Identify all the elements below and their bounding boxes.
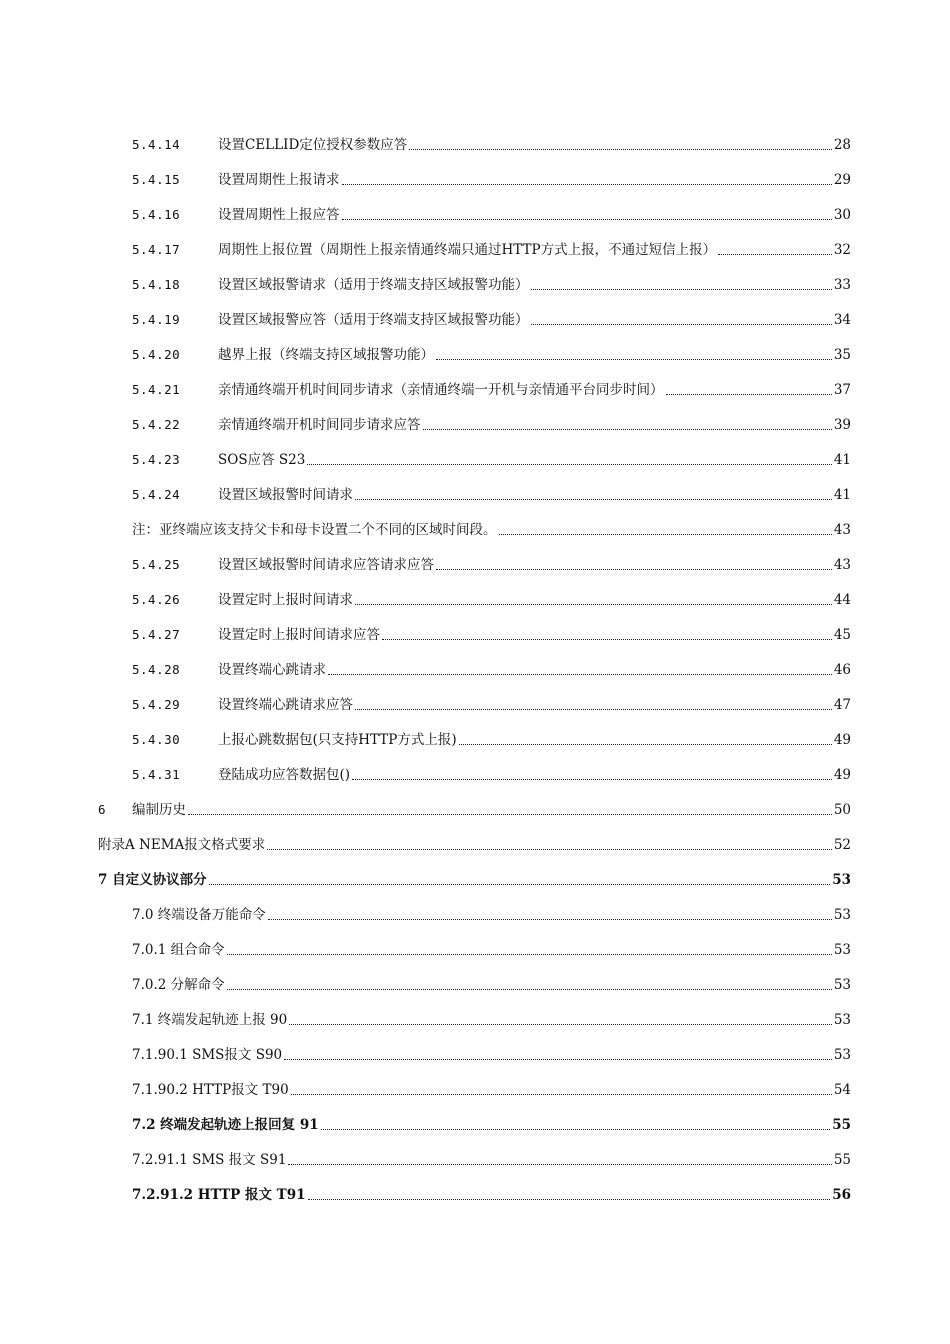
toc-number: 5.4.25 [132,557,181,572]
toc-entry-7-2-91-1[interactable] [132,1135,851,1169]
dot-leader [308,1198,831,1200]
toc-number: 5.4.29 [132,697,181,712]
toc-page-number: 53 [833,942,851,958]
toc-title: 设置周期性上报请求 [218,172,340,188]
toc-title: 设置区域报警时间请求 [218,487,353,503]
dot-leader [436,358,832,360]
toc-title: 越界上报（终端支持区域报警功能） [218,347,434,363]
dot-leader [531,288,832,290]
dot-leader [209,883,831,885]
dot-leader [227,953,832,955]
toc-entry-5-4-20[interactable] [132,330,851,364]
toc-title: 编制历史 [132,802,186,818]
dot-leader [355,498,832,500]
toc-title: 7.0.1 组合命令 [132,942,225,958]
toc-number: 5.4.21 [132,382,181,397]
toc-page-number: 43 [833,557,851,573]
toc-title: 周期性上报位置（周期性上报亲情通终端只通过HTTP方式上报，不通过短信上报） [218,242,717,258]
toc-number: 5.4.23 [132,452,181,467]
dot-leader [307,463,832,465]
toc-page-number: 54 [833,1082,851,1098]
toc-title: 7.1.90.1 SMS报文 S90 [132,1047,283,1063]
toc-page-number: 30 [833,207,851,223]
toc-title: 7.1 终端发起轨迹上报 90 [132,1012,288,1028]
toc-page-number: 55 [833,1152,851,1168]
toc-page-number: 50 [833,802,851,818]
dot-leader [267,848,832,850]
dot-leader [268,918,832,920]
toc-title: 设置区域报警应答（适用于终端支持区域报警功能） [218,312,529,328]
toc-page-number: 53 [833,1012,851,1028]
dot-leader [352,778,832,780]
dot-leader [342,218,832,220]
toc-title: 7.0 终端设备万能命令 [132,907,266,923]
toc-entry-5-4-28[interactable] [132,645,851,679]
dot-leader [288,1163,831,1165]
toc-title: 设置区域报警时间请求应答请求应答 [218,557,434,573]
dot-leader [355,603,832,605]
toc-number: 5.4.24 [132,487,181,502]
toc-number: 5.4.16 [132,207,181,222]
toc-title: 7.1.90.2 HTTP报文 T90 [132,1082,289,1098]
toc-page-number: 41 [833,452,851,468]
toc-entry-7[interactable] [98,855,851,889]
toc-entry-7-0-1[interactable] [132,925,851,959]
toc-number: 5.4.28 [132,662,181,677]
toc-number: 5.4.17 [132,242,181,257]
toc-number: 5.4.20 [132,347,181,362]
dot-leader [188,813,832,815]
toc-title: 设置定时上报时间请求 [218,592,353,608]
toc-title: 附录A NEMA报文格式要求 [98,837,266,853]
toc-page-number: 47 [833,697,851,713]
dot-leader [409,148,832,150]
toc-title: 设置CELLID定位授权参数应答 [218,137,408,153]
dot-leader [436,568,832,570]
dot-leader [227,988,832,990]
toc-entry-5-4-27[interactable] [132,610,851,644]
toc-page-number: 32 [833,242,851,258]
toc-number: 5.4.30 [132,732,181,747]
toc-title: 7.0.2 分解命令 [132,977,225,993]
toc-title: 上报心跳数据包(只支持HTTP方式上报) [218,732,457,748]
toc-entry-5-4-26[interactable] [132,575,851,609]
toc-page-number: 43 [833,522,851,538]
toc-entry-5-4-16[interactable] [132,190,851,224]
toc-page-number: 56 [832,1187,851,1203]
toc-entry-5-4-25[interactable] [132,540,851,574]
toc-entry-note[interactable] [132,505,851,539]
toc-title: 设置终端心跳请求应答 [218,697,353,713]
toc-entry-5-4-14[interactable] [132,120,851,154]
toc-page-number: 46 [833,662,851,678]
toc-title: 设置定时上报时间请求应答 [218,627,380,643]
toc-entry-5-4-29[interactable] [132,680,851,714]
toc-page-number: 35 [833,347,851,363]
toc-title: 设置周期性上报应答 [218,207,340,223]
toc-title: 7.2.91.1 SMS 报文 S91 [132,1152,287,1168]
toc-entry-6[interactable] [98,785,851,819]
toc-number: 5.4.18 [132,277,181,292]
toc-entry-5-4-30[interactable] [132,715,851,749]
toc-title: SOS应答 S23 [218,452,306,468]
toc-title: 亲情通终端开机时间同步请求应答 [218,417,421,433]
toc-number: 5.4.31 [132,767,181,782]
toc-page-number: 28 [833,137,851,153]
dot-leader [499,533,832,535]
toc-page-number: 55 [832,1117,851,1133]
toc-title: 7 自定义协议部分 [98,872,207,888]
toc-page-number: 53 [833,907,851,923]
toc-number: 5.4.27 [132,627,181,642]
dot-leader [382,638,832,640]
toc-number: 5.4.14 [132,137,181,152]
toc-title: 设置区域报警请求（适用于终端支持区域报警功能） [218,277,529,293]
toc-page-number: 53 [833,977,851,993]
toc-page-number: 29 [833,172,851,188]
toc-number: 5.4.22 [132,417,181,432]
dot-leader [355,708,832,710]
toc-entry-7-1-90-1[interactable] [132,1030,851,1064]
toc-entry-5-4-21[interactable] [132,365,851,399]
toc-page-number: 41 [833,487,851,503]
toc-page-number: 37 [833,382,851,398]
toc-entry-7-1[interactable] [132,995,851,1029]
toc-page-number: 33 [833,277,851,293]
toc-page-number: 52 [833,837,851,853]
toc-number: 6 [98,802,107,817]
toc-page-number: 34 [833,312,851,328]
dot-leader [284,1058,832,1060]
toc-entry-7-0[interactable] [132,890,851,924]
dot-leader [328,673,832,675]
toc-entry-5-4-31[interactable] [132,750,851,784]
toc-page-number: 53 [833,1047,851,1063]
toc-entry-5-4-24[interactable] [132,470,851,504]
dot-leader [459,743,832,745]
toc-entry-5-4-15[interactable] [132,155,851,189]
toc-number: 5.4.19 [132,312,181,327]
toc-page-number: 49 [833,767,851,783]
toc-page-number: 49 [833,732,851,748]
toc-entry-appendix-a[interactable] [98,820,851,854]
dot-leader [666,393,832,395]
toc-entry-5-4-23[interactable] [132,435,851,469]
toc-title: 设置终端心跳请求 [218,662,326,678]
toc-entry-7-2[interactable] [132,1100,851,1134]
dot-leader [291,1093,832,1095]
dot-leader [423,428,832,430]
dot-leader [718,253,832,255]
toc-entry-5-4-19[interactable] [132,295,851,329]
toc-title: 7.2.91.2 HTTP 报文 T91 [132,1187,306,1203]
toc-number: 5.4.26 [132,592,181,607]
toc-page-number: 53 [832,872,851,888]
toc-entry-7-0-2[interactable] [132,960,851,994]
toc-number: 5.4.15 [132,172,181,187]
toc-title: 注：亚终端应该支持父卡和母卡设置二个不同的区域时间段。 [132,522,497,538]
toc-title: 登陆成功应答数据包() [218,767,351,783]
dot-leader [289,1023,832,1025]
toc-page-number: 44 [833,592,851,608]
dot-leader [531,323,832,325]
toc-entry-7-2-91-2[interactable] [132,1170,851,1204]
toc-entry-5-4-22[interactable] [132,400,851,434]
toc-entry-5-4-18[interactable] [132,260,851,294]
dot-leader [342,183,832,185]
dot-leader [321,1128,831,1130]
toc-title: 亲情通终端开机时间同步请求（亲情通终端一开机与亲情通平台同步时间） [218,382,664,398]
toc-page-number: 39 [833,417,851,433]
toc-page-number: 45 [833,627,851,643]
toc-entry-5-4-17[interactable] [132,225,851,259]
toc-entry-7-1-90-2[interactable] [132,1065,851,1099]
toc-title: 7.2 终端发起轨迹上报回复 91 [132,1117,319,1133]
